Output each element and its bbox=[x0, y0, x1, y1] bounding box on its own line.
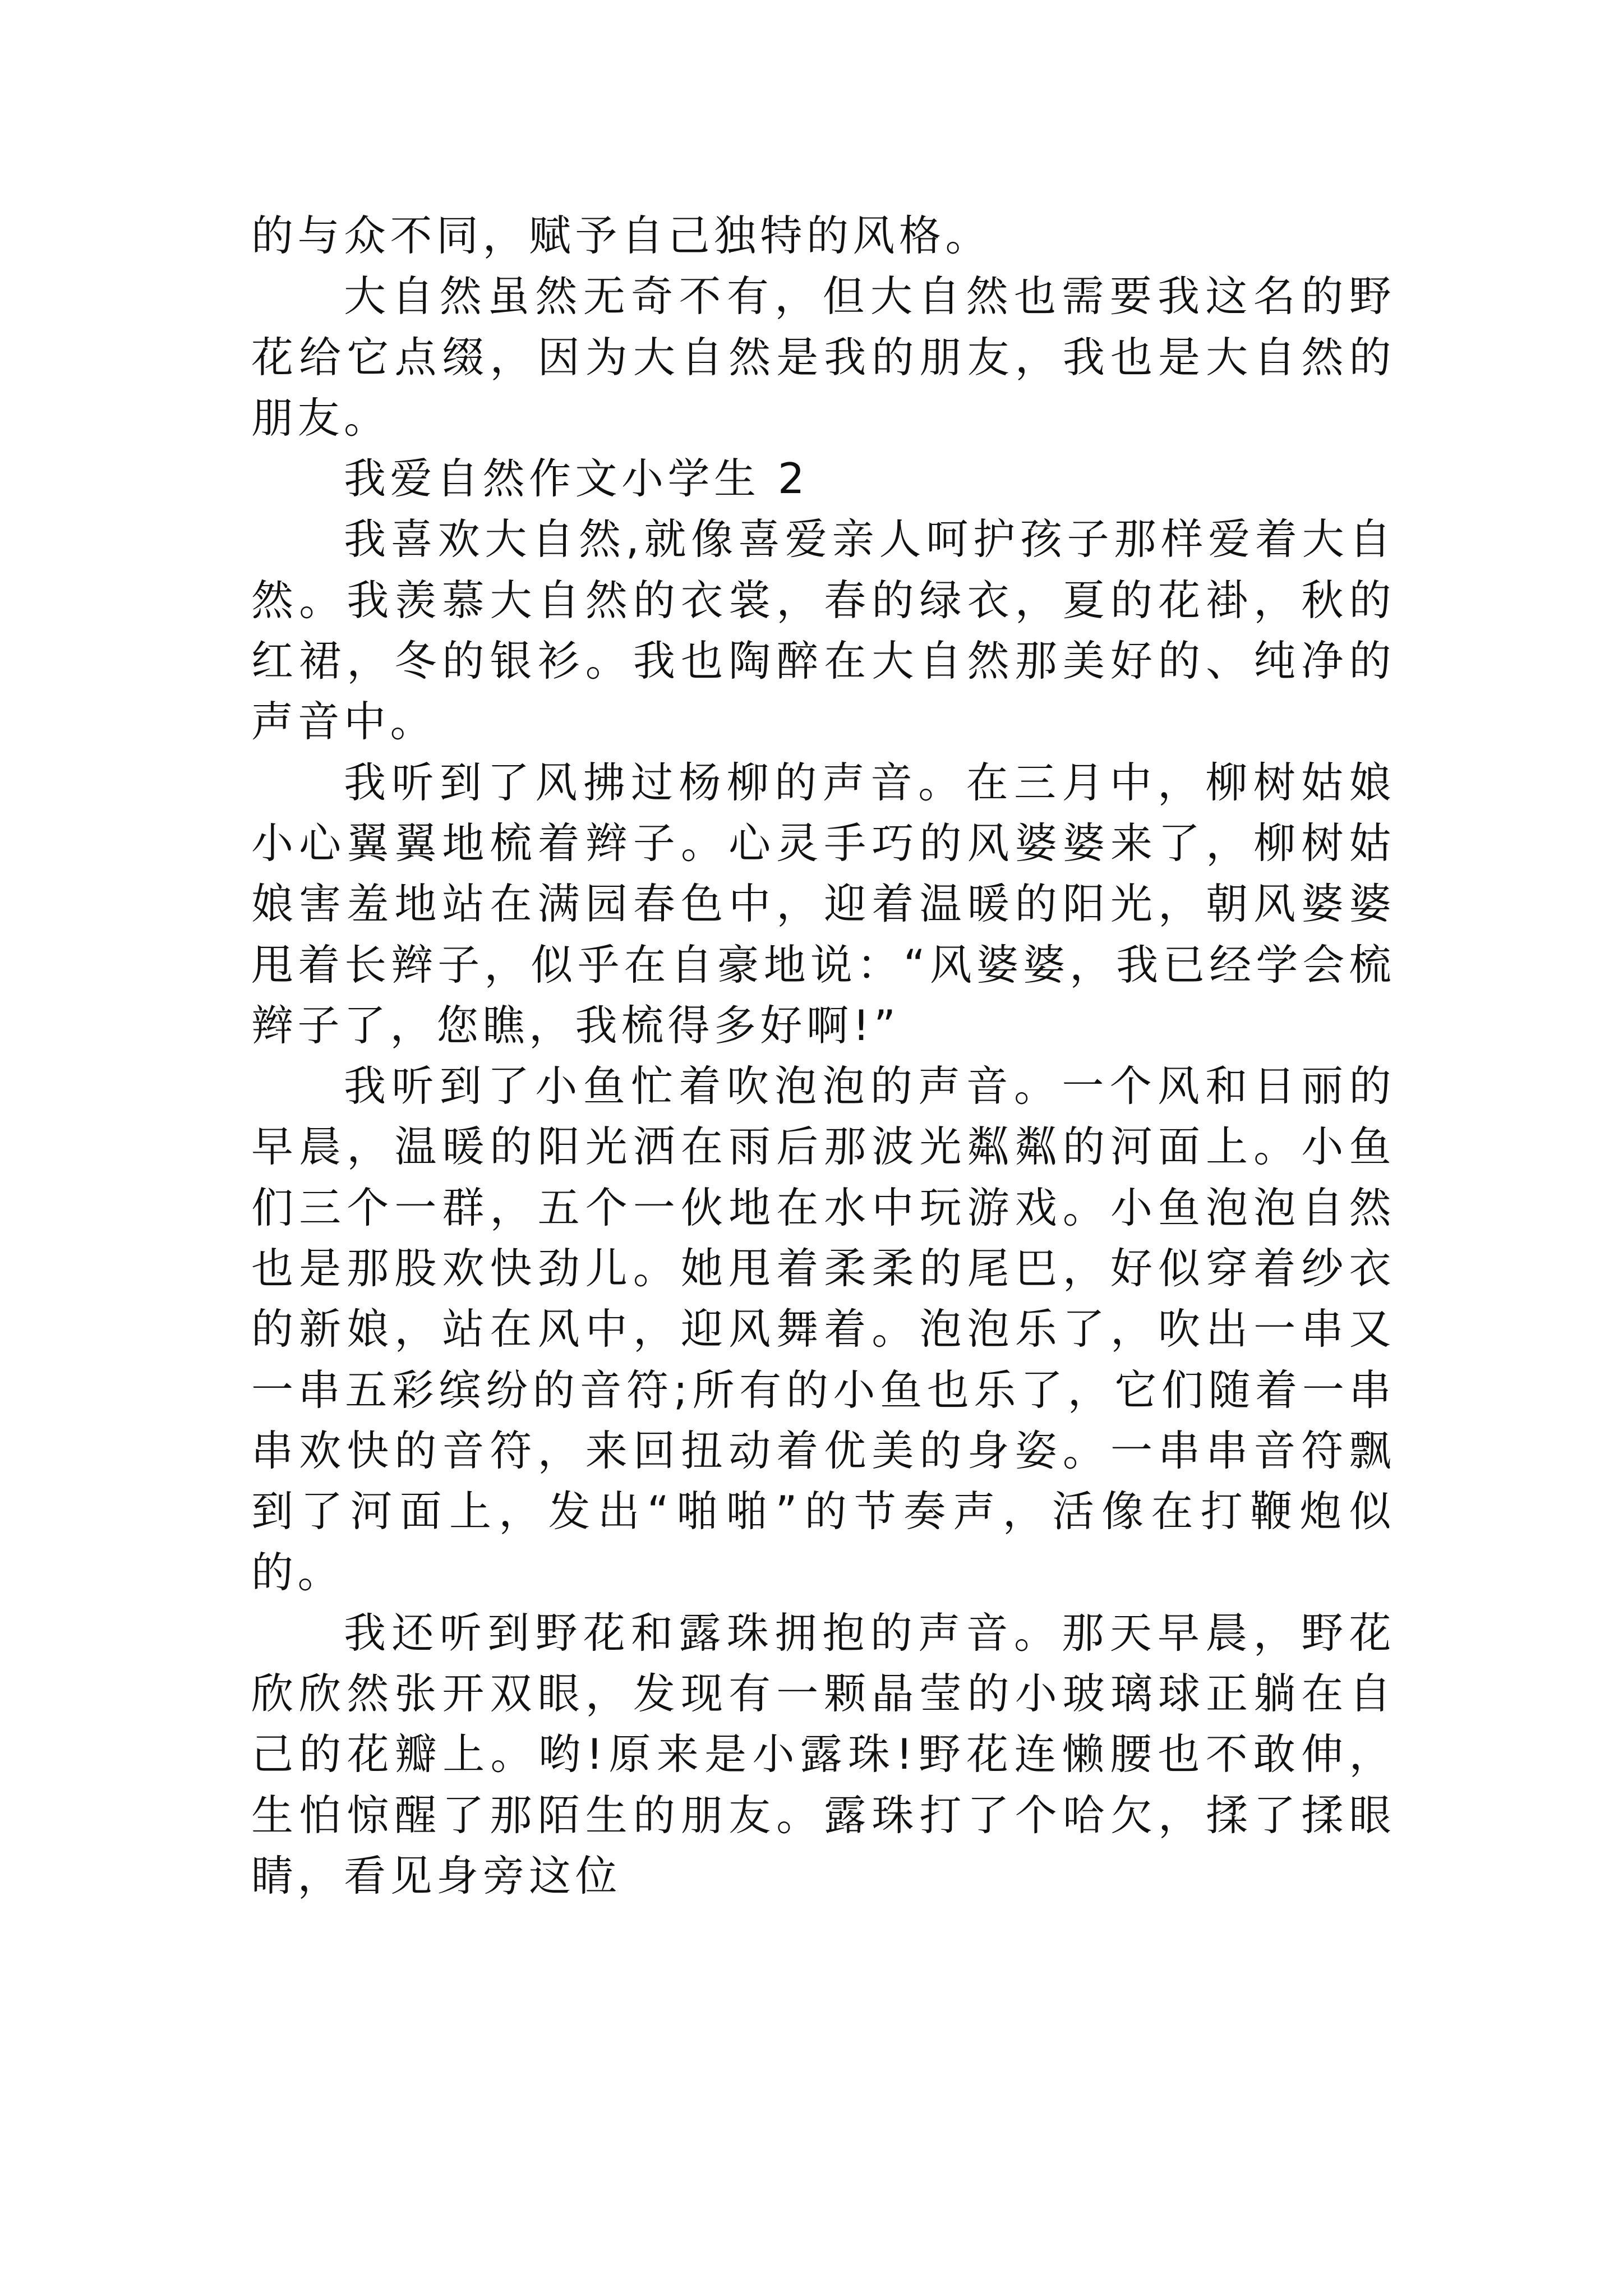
paragraph-willow-wind: 我听到了风拂过杨柳的声音。在三月中，柳树姑娘小心翼翼地梳着辫子。心灵手巧的风婆婆来了，柳树姑娘害羞地站在满园春色中，迎着温暖的阳光，朝风婆婆甩着长辫子，似乎在自豪地说：“风婆婆，我已经学会梳辫子了，您瞧，我梳得多好啊!” bbox=[251, 757, 1395, 1050]
paragraph-fish-bubbles: 我听到了小鱼忙着吹泡泡的声音。一个风和日丽的早晨，温暖的阳光洒在雨后那波光粼粼的河面上。小鱼们三个一群，五个一伙地在水中玩游戏。小鱼泡泡自然也是那股欢快劲儿。她甩着柔柔的尾巴，好似穿着纱衣的新娘，站在风中，迎风舞着。泡泡乐了，吹出一串又一串五彩缤纷的音符;所有的小鱼也乐了，它们随着一串串欢快的音符，来回扭动着优美的身姿。一串串音符飘到了河面上，发出“啪啪”的节奏声，活像在打鞭炮似的。 bbox=[251, 1061, 1395, 1597]
section-heading: 我爱自然作文小学生 2 bbox=[344, 454, 809, 504]
paragraph-continuation: 的与众不同，赋予自己独特的风格。 bbox=[251, 211, 992, 260]
paragraph-flower-dew: 我还听到野花和露珠拥抱的声音。那天早晨，野花欣欣然张开双眼，发现有一颗晶莹的小玻璃球正躺在自己的花瓣上。哟!原来是小露珠!野花连懒腰也不敢伸，生怕惊醒了那陌生的朋友。露珠打了个哈欠，揉了揉眼睛，看见身旁这位 bbox=[251, 1608, 1395, 1901]
paragraph-nature-friend: 大自然虽然无奇不有，但大自然也需要我这名的野花给它点缀，因为大自然是我的朋友，我也是大自然的朋友。 bbox=[251, 272, 1395, 443]
document-body bbox=[251, 205, 1395, 1906]
paragraph-love-nature: 我喜欢大自然,就像喜爱亲人呵护孩子那样爱着大自然。我羡慕大自然的衣裳，春的绿衣，夏的花褂，秋的红裙，冬的银衫。我也陶醉在大自然那美好的、纯净的声音中。 bbox=[251, 514, 1395, 747]
